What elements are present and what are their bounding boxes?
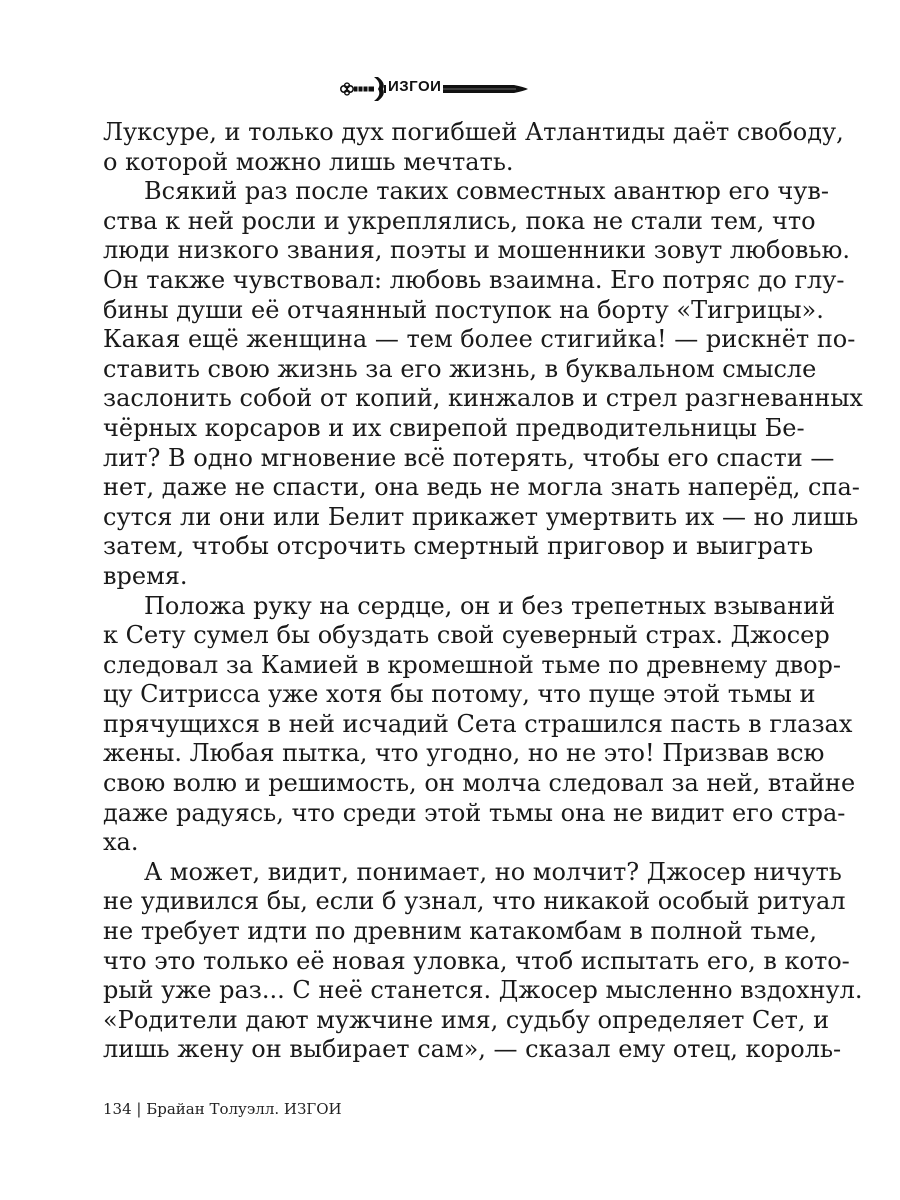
text-line: свою волю и решимость, он молча следовал за ней, втайне <box>103 769 856 798</box>
text-line: ства к ней росли и укреплялись, пока не стали тем, что <box>103 206 816 235</box>
running-header <box>338 75 528 103</box>
text-line: что это только её новая уловка, чтоб испытать его, в кото- <box>103 946 850 975</box>
text-line: Какая ещё женщина — тем более стигийка! — рискнёт по- <box>103 325 856 354</box>
text-line: время. <box>103 561 188 590</box>
text-line: чёрных корсаров и их свирепой предводительницы Бе- <box>103 413 805 442</box>
text-line: жены. Любая пытка, что угодно, но не это! Призвав всю <box>103 739 825 768</box>
text-line: не удивился бы, если б узнал, что никакой особый ритуал <box>103 887 846 916</box>
text-line: лит? В одно мгновение всё потерять, чтобы его спасти — <box>103 443 835 472</box>
text-line: цу Ситрисса уже хотя бы потому, что пуще этой тьмы и <box>103 680 816 709</box>
page-body-text <box>103 118 863 1065</box>
text-line: заслонить собой от копий, кинжалов и стрел разгневанных <box>103 384 863 413</box>
text-line: ставить свою жизнь за его жизнь, в буквальном смысле <box>103 354 817 383</box>
text-line: затем, чтобы отсрочить смертный приговор и выиграть <box>103 532 814 561</box>
text-line: Он также чувствовал: любовь взаимна. Его потряс до глу- <box>103 265 845 294</box>
text-line: лишь жену он выбирает сам», — сказал ему отец, король- <box>103 1035 842 1064</box>
text-line: ха. <box>103 828 139 857</box>
text-line: нет, даже не спасти, она ведь не могла знать наперёд, спа- <box>103 473 860 502</box>
text-line: люди низкого звания, поэты и мошенники зовут любовью. <box>103 236 851 265</box>
text-line: сутся ли они или Белит прикажет умертвить их — но лишь <box>103 502 859 531</box>
text-line: «Родители дают мужчине имя, судьбу определяет Сет, и <box>103 1005 830 1034</box>
page-footer: 134 | Брайан Толуэлл. ИЗГОИ <box>103 1100 342 1118</box>
text-line: Положа руку на сердце, он и без трепетных взываний <box>144 591 836 620</box>
header-title: ИЗГОИ <box>388 78 442 95</box>
text-line: даже радуясь, что среди этой тьмы она не видит его стра- <box>103 798 846 827</box>
text-line: следовал за Камией в кромешной тьме по древнему двор- <box>103 650 842 679</box>
text-line: не требует идти по древним катакомбам в полной тьме, <box>103 917 818 946</box>
text-line: к Сету сумел бы обуздать свой суеверный страх. Джосер <box>103 621 830 650</box>
text-line: о которой можно лишь мечтать. <box>103 147 514 176</box>
text-line: А может, видит, понимает, но молчит? Джосер ничуть <box>144 857 842 886</box>
text-line: Луксуре, и только дух погибшей Атлантиды даёт свободу, <box>103 118 844 146</box>
text-line: прячущихся в ней исчадий Сета страшился пасть в глазах <box>103 709 853 738</box>
text-line: рый уже раз... С неё станется. Джосер мысленно вздохнул. <box>103 976 863 1005</box>
text-line: Всякий раз после таких совместных авантюр его чув- <box>144 177 829 206</box>
text-line: бины души её отчаянный поступок на борту «Тигрицы». <box>103 295 824 324</box>
